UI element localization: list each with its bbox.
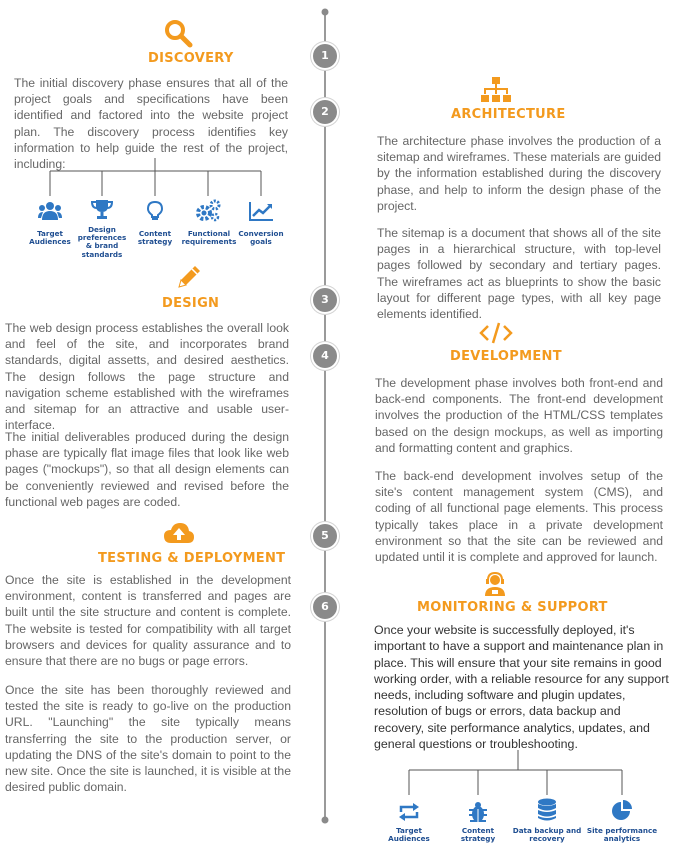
step-number-6: 6	[313, 595, 337, 619]
development-text-2: The back-end development involves setup of the site's content management system (CMS), and coding of all functional page elements. This process typically takes place in a private development environment so that the site can be reviewed and updated until it is complete and approved for launch.	[375, 469, 663, 565]
pencil-icon	[175, 263, 203, 291]
database-icon	[537, 798, 557, 822]
discovery-item-label: Target Audiences	[29, 229, 71, 247]
testing-text-2: Once the site has been thoroughly reviewed and tested the site is ready to go-live on the production URL. "Launching" the site typically means transferring the site to the production server, or updating the DNS of the site's domain to point to the new site. Once the site is launched, it is visible at the desired public domain.	[5, 683, 291, 795]
design-text-1: The web design process establishes the overall look and feel of the site, and incorporates brand standards, digital assetts, and desired aesthetics. The design follows the page structure and navigation scheme established with the wireframes and sitemap for an attractive and usable user-interface.	[5, 321, 289, 433]
development-text-1: The development phase involves both front-end and back-end components. The front-end development involves the production of the HTML/CSS templates based on the design mockups, as well as importing and formatting content and graphics.	[375, 376, 663, 455]
architecture-text-1: The architecture phase involves the production of a sitemap and wireframes. These materials are guided by the information established during the discovery phase, and help to inform the design phase of the project.	[377, 134, 661, 213]
testing-title: TESTING & DEPLOYMENT	[98, 551, 286, 566]
monitoring-title: MONITORING & SUPPORT	[417, 600, 608, 615]
discovery-item-label: Conversion goals	[238, 229, 284, 247]
step-number-4: 4	[313, 344, 337, 368]
monitoring-connector	[409, 750, 622, 795]
architecture-text-2: The sitemap is a document that shows all of the site pages in a hierarchical structure, with top-level pages followed by secondary and tertiary pages. The wireframes act as blueprints to show the basic layout for different page types, with all key page elements identified.	[377, 226, 661, 322]
code-icon	[479, 321, 513, 345]
discovery-title: DISCOVERY	[148, 51, 234, 66]
discovery-item-label: Design preferences & brand standards	[77, 225, 127, 259]
design-text-2: The initial deliverables produced during the design phase are typically flat image files that look like web pages ("mockups"), so that all design elements can be conveniently reviewed and revised before the functional web pages are coded.	[5, 430, 289, 509]
step-number-2: 2	[313, 100, 337, 124]
step-number-1: 1	[313, 44, 337, 68]
architecture-title: ARCHITECTURE	[451, 107, 566, 122]
refresh-icon	[398, 803, 420, 821]
lightbulb-icon	[146, 200, 164, 222]
support-agent-icon	[482, 571, 508, 597]
design-title: DESIGN	[162, 296, 220, 311]
discovery-item-label: Content strategy	[137, 229, 173, 247]
sitemap-icon	[481, 77, 511, 103]
step-number-5: 5	[313, 524, 337, 548]
pie-chart-icon	[611, 799, 633, 821]
testing-text-1: Once the site is established in the development environment, content is transferred and pages are built until the site structure and content is complete. The website is tested for compatibility with all target browsers and devices for quality assurance and to ensure that there are no bugs or page errors.	[5, 573, 291, 669]
monitoring-item-label: Site performance analytics	[586, 826, 658, 844]
cloud-upload-icon	[163, 521, 195, 545]
monitoring-item-label: Content strategy	[460, 826, 496, 844]
development-title: DEVELOPMENT	[450, 349, 562, 364]
gears-icon	[195, 199, 221, 223]
step-number-3: 3	[313, 288, 337, 312]
line-chart-icon	[248, 200, 274, 222]
bug-icon	[468, 801, 488, 823]
monitoring-item-label: Data backup and recovery	[512, 826, 582, 844]
users-icon	[38, 200, 62, 222]
monitoring-item-label: Target Audiences	[388, 826, 430, 844]
monitoring-text: Once your website is successfully deployed, it's important to have a support and maintenance plan in place. This will ensure that your site remains in good working order, with a reliable resource for any support needs, including software and plugin updates, resolution of bugs or errors, data backup and recovery, site performance analytics, updates, and general questions or troubleshooting.	[374, 623, 669, 752]
search-icon	[163, 18, 193, 48]
discovery-text: The initial discovery phase ensures that all of the project goals and specifications have been identified and factored into the website project plan. The discovery process identifies key information to help guide the rest of the project, including:	[14, 76, 288, 172]
discovery-item-label: Functional requirements	[181, 229, 237, 247]
trophy-icon	[91, 198, 113, 220]
